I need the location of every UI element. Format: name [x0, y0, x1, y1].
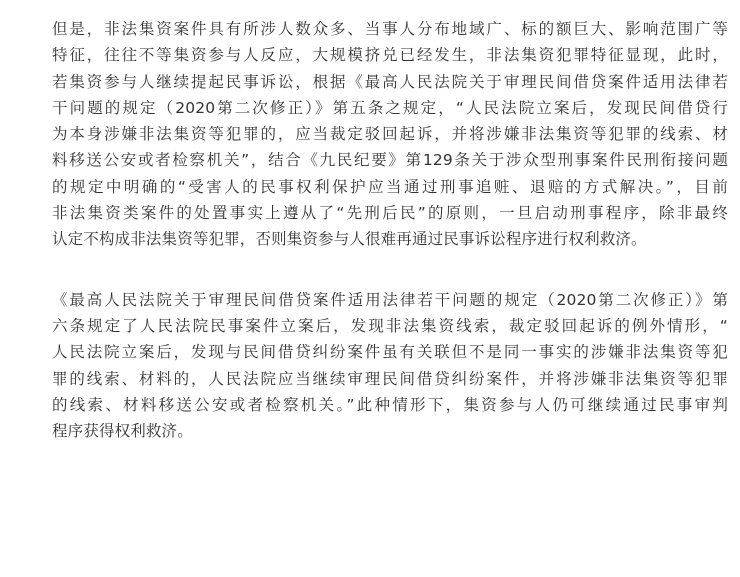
text-line: 若集资参与人继续提起民事诉讼，根据《最高人民法院关于审理民间借贷案件适用法律若 — [52, 72, 728, 91]
text-line: 六条规定了人民法院民事案件立案后，发现非法集资线索，裁定驳回起诉的例外情形，“ — [52, 316, 728, 335]
text-line: 罪的线索、材料的，人民法院应当继续审理民间借贷纠纷案件，并将涉嫌非法集资等犯罪 — [52, 369, 728, 388]
text-line: 非法集资类案件的处置事实上遵从了“先刑后民”的原则，一旦启动刑事程序，除非最终 — [52, 204, 728, 223]
paragraph-2 — [52, 287, 728, 445]
paragraph-1 — [52, 16, 728, 253]
text-line: 干问题的规定（2020第二次修正）》第五条之规定，“人民法院立案后，发现民间借贷行 — [52, 98, 728, 117]
article-body — [52, 16, 728, 444]
text-line: 的线索、材料移送公安或者检察机关。”此种情形下，集资参与人仍可继续通过民事审判 — [52, 395, 728, 414]
text-line: 程序获得权利救济。 — [52, 422, 193, 441]
text-line: 人民法院立案后，发现与民间借贷纠纷案件虽有关联但不是同一事实的涉嫌非法集资等犯 — [52, 343, 728, 362]
text-line: 的规定中明确的“受害人的民事权利保护应当通过刑事追赃、退赔的方式解决。”，目前 — [52, 177, 728, 196]
text-line: 《最高人民法院关于审理民间借贷案件适用法律若干问题的规定（2020第二次修正）》第 — [52, 290, 728, 309]
text-line: 但是，非法集资案件具有所涉人数众多、当事人分布地域广、标的额巨大、影响范围广等 — [52, 20, 728, 38]
text-line: 特征，往往不等集资参与人反应，大规模挤兑已经发生，非法集资犯罪特征显现，此时， — [52, 46, 728, 65]
text-line: 认定不构成非法集资等犯罪，否则集资参与人很难再通过民事诉讼程序进行权利救济。 — [52, 230, 647, 249]
text-line: 料移送公安或者检察机关”，结合《九民纪要》第129条关于涉众型刑事案件民刑衔接问题 — [52, 151, 728, 170]
text-line: 为本身涉嫌非法集资等犯罪的，应当裁定驳回起诉，并将涉嫌非法集资等犯罪的线索、材 — [52, 125, 728, 144]
